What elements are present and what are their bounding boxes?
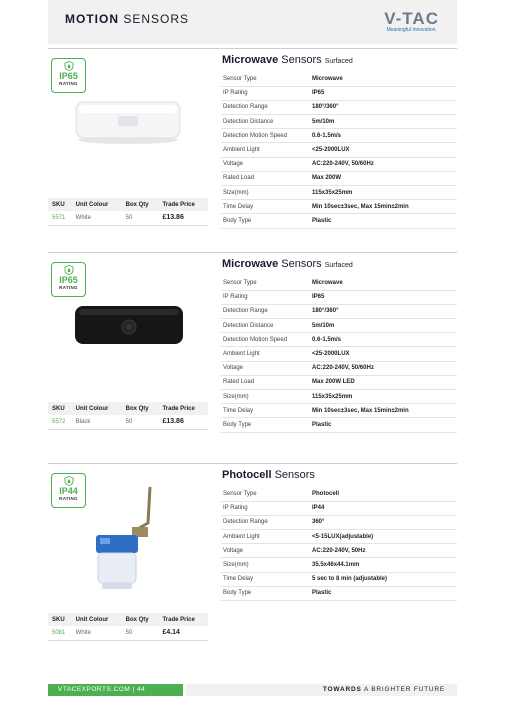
spec-row bbox=[221, 276, 457, 290]
shield-icon bbox=[64, 476, 74, 486]
shield-icon bbox=[64, 61, 74, 71]
footer-slogan: TOWARDS A BRIGHTER FUTURE bbox=[186, 684, 457, 696]
spec-table bbox=[221, 276, 457, 433]
spec-label: IP Rating bbox=[221, 290, 310, 304]
section-divider bbox=[48, 252, 457, 253]
shield-icon bbox=[64, 265, 74, 275]
sku-header-row bbox=[48, 613, 208, 626]
spec-label: Sensor Type bbox=[221, 276, 310, 290]
product-title: Microwave Sensors Surfaced bbox=[222, 54, 353, 66]
colour-header: Unit Colour bbox=[72, 198, 122, 211]
spec-label: Voltage bbox=[221, 544, 310, 558]
spec-value: Plastic bbox=[310, 214, 457, 228]
spec-row bbox=[221, 86, 457, 100]
spec-label: Ambient Light bbox=[221, 143, 310, 157]
spec-value: 180°/360° bbox=[310, 100, 457, 114]
spec-value: 180°/360° bbox=[310, 304, 457, 318]
spec-value: 35.5x46x44.1mm bbox=[310, 558, 457, 572]
spec-row bbox=[221, 418, 457, 432]
spec-row bbox=[221, 186, 457, 200]
box-qty-value: 50 bbox=[122, 626, 159, 640]
sku-header: SKU bbox=[48, 198, 72, 211]
spec-label: Body Type bbox=[221, 214, 310, 228]
spec-row bbox=[221, 304, 457, 318]
product-section bbox=[48, 463, 457, 648]
spec-value: Max 200W LED bbox=[310, 375, 457, 389]
spec-row bbox=[221, 586, 457, 600]
box-qty-value: 50 bbox=[122, 211, 159, 225]
spec-row bbox=[221, 390, 457, 404]
spec-label: Detection Range bbox=[221, 515, 310, 529]
spec-row bbox=[221, 347, 457, 361]
spec-row bbox=[221, 157, 457, 171]
spec-value: 0.6-1.5m/s bbox=[310, 129, 457, 143]
spec-value: 115x35x25mm bbox=[310, 186, 457, 200]
spec-row bbox=[221, 290, 457, 304]
page-title: MOTION SENSORS bbox=[65, 12, 190, 26]
brand-logo bbox=[384, 10, 439, 33]
spec-row bbox=[221, 544, 457, 558]
spec-row bbox=[221, 333, 457, 347]
spec-value: 5m/10m bbox=[310, 115, 457, 129]
spec-value: Min 10sec±3sec, Max 15min±2min bbox=[310, 404, 457, 418]
spec-row bbox=[221, 100, 457, 114]
colour-value: White bbox=[72, 626, 122, 640]
spec-label: Rated Load bbox=[221, 375, 310, 389]
price-header: Trade Price bbox=[158, 402, 208, 415]
price-value: £13.86 bbox=[158, 211, 208, 225]
spec-row bbox=[221, 129, 457, 143]
colour-header: Unit Colour bbox=[72, 402, 122, 415]
sku-value[interactable]: 5572 bbox=[48, 415, 72, 429]
spec-value: Microwave bbox=[310, 72, 457, 86]
spec-value: 5m/10m bbox=[310, 319, 457, 333]
spec-row bbox=[221, 115, 457, 129]
colour-header: Unit Colour bbox=[72, 613, 122, 626]
spec-value: 0.6-1.5m/s bbox=[310, 333, 457, 347]
sku-table bbox=[48, 613, 208, 641]
spec-row bbox=[221, 375, 457, 389]
spec-row bbox=[221, 530, 457, 544]
spec-label: IP Rating bbox=[221, 501, 310, 515]
spec-label: Time Delay bbox=[221, 404, 310, 418]
spec-label: Ambient Light bbox=[221, 347, 310, 361]
colour-value: Black bbox=[72, 415, 122, 429]
spec-value: 115x35x25mm bbox=[310, 390, 457, 404]
spec-value: Min 10sec±3sec, Max 15min±2min bbox=[310, 200, 457, 214]
box-qty-header: Box Qty bbox=[122, 402, 159, 415]
spec-label: Voltage bbox=[221, 361, 310, 375]
spec-row bbox=[221, 214, 457, 228]
white-microwave-sensor-image bbox=[73, 96, 183, 146]
spec-label: Detection Distance bbox=[221, 115, 310, 129]
ip-rating-badge: IP65 RATING bbox=[51, 58, 86, 93]
logo-text: V-TAC bbox=[384, 9, 439, 28]
spec-table bbox=[221, 72, 457, 229]
spec-label: Detection Range bbox=[221, 304, 310, 318]
spec-label: Size(mm) bbox=[221, 558, 310, 572]
spec-row bbox=[221, 501, 457, 515]
sku-header: SKU bbox=[48, 402, 72, 415]
spec-label: Sensor Type bbox=[221, 487, 310, 501]
spec-row bbox=[221, 319, 457, 333]
spec-value: <25-2000LUX bbox=[310, 347, 457, 361]
spec-row bbox=[221, 200, 457, 214]
price-header: Trade Price bbox=[158, 613, 208, 626]
product-title: Photocell Sensors bbox=[222, 469, 315, 481]
spec-label: Body Type bbox=[221, 418, 310, 432]
spec-label: Time Delay bbox=[221, 572, 310, 586]
spec-value: AC:220-240V, 50Hz bbox=[310, 544, 457, 558]
spec-label: Size(mm) bbox=[221, 390, 310, 404]
box-qty-value: 50 bbox=[122, 415, 159, 429]
spec-label: Detection Motion Speed bbox=[221, 129, 310, 143]
spec-row bbox=[221, 572, 457, 586]
spec-value: IP44 bbox=[310, 501, 457, 515]
price-value: £4.14 bbox=[158, 626, 208, 640]
spec-value: AC:220-240V, 50/60Hz bbox=[310, 157, 457, 171]
sku-row bbox=[48, 211, 208, 225]
spec-row bbox=[221, 143, 457, 157]
spec-value: IP65 bbox=[310, 290, 457, 304]
sku-row bbox=[48, 415, 208, 429]
spec-value: Max 200W bbox=[310, 171, 457, 185]
logo-tagline: Meaningful Innovation. bbox=[386, 27, 437, 33]
spec-label: Detection Motion Speed bbox=[221, 333, 310, 347]
spec-row bbox=[221, 72, 457, 86]
spec-value: <5-15LUX(adjustable) bbox=[310, 530, 457, 544]
spec-row bbox=[221, 171, 457, 185]
spec-value: Microwave bbox=[310, 276, 457, 290]
spec-label: Size(mm) bbox=[221, 186, 310, 200]
product-section bbox=[48, 48, 457, 233]
product-section bbox=[48, 252, 457, 437]
sku-table bbox=[48, 402, 208, 430]
ip-rating-badge: IP44 RATING bbox=[51, 473, 86, 508]
section-divider bbox=[48, 48, 457, 49]
box-qty-header: Box Qty bbox=[122, 198, 159, 211]
sku-row bbox=[48, 626, 208, 640]
spec-label: Body Type bbox=[221, 586, 310, 600]
product-title: Microwave Sensors Surfaced bbox=[222, 258, 353, 270]
black-microwave-sensor-image bbox=[73, 302, 185, 348]
spec-row bbox=[221, 515, 457, 529]
sku-header-row bbox=[48, 198, 208, 211]
spec-label: Rated Load bbox=[221, 171, 310, 185]
spec-row bbox=[221, 487, 457, 501]
sku-value[interactable]: 5571 bbox=[48, 211, 72, 225]
spec-label: IP Rating bbox=[221, 86, 310, 100]
sku-value[interactable]: 5081 bbox=[48, 626, 72, 640]
spec-table bbox=[221, 487, 457, 601]
sku-header-row bbox=[48, 402, 208, 415]
spec-row bbox=[221, 558, 457, 572]
price-header: Trade Price bbox=[158, 198, 208, 211]
spec-value: IP65 bbox=[310, 86, 457, 100]
spec-label: Time Delay bbox=[221, 200, 310, 214]
spec-value: Plastic bbox=[310, 418, 457, 432]
spec-row bbox=[221, 404, 457, 418]
spec-label: Ambient Light bbox=[221, 530, 310, 544]
spec-row bbox=[221, 361, 457, 375]
box-qty-header: Box Qty bbox=[122, 613, 159, 626]
page-header bbox=[48, 0, 457, 44]
spec-label: Detection Range bbox=[221, 100, 310, 114]
spec-value: <25-2000LUX bbox=[310, 143, 457, 157]
spec-value: Plastic bbox=[310, 586, 457, 600]
sku-header: SKU bbox=[48, 613, 72, 626]
section-divider bbox=[48, 463, 457, 464]
spec-value: 5 sec to 8 min (adjustable) bbox=[310, 572, 457, 586]
sku-table bbox=[48, 198, 208, 226]
price-value: £13.86 bbox=[158, 415, 208, 429]
spec-label: Sensor Type bbox=[221, 72, 310, 86]
ip-rating-badge: IP65 RATING bbox=[51, 262, 86, 297]
spec-value: 360° bbox=[310, 515, 457, 529]
spec-value: AC:220-240V, 50/60Hz bbox=[310, 361, 457, 375]
photocell-sensor-image bbox=[88, 483, 163, 593]
colour-value: White bbox=[72, 211, 122, 225]
spec-value: Photocell bbox=[310, 487, 457, 501]
footer-website[interactable]: VTACEXPORTS.COM | 44 bbox=[48, 684, 183, 696]
spec-label: Detection Distance bbox=[221, 319, 310, 333]
spec-label: Voltage bbox=[221, 157, 310, 171]
